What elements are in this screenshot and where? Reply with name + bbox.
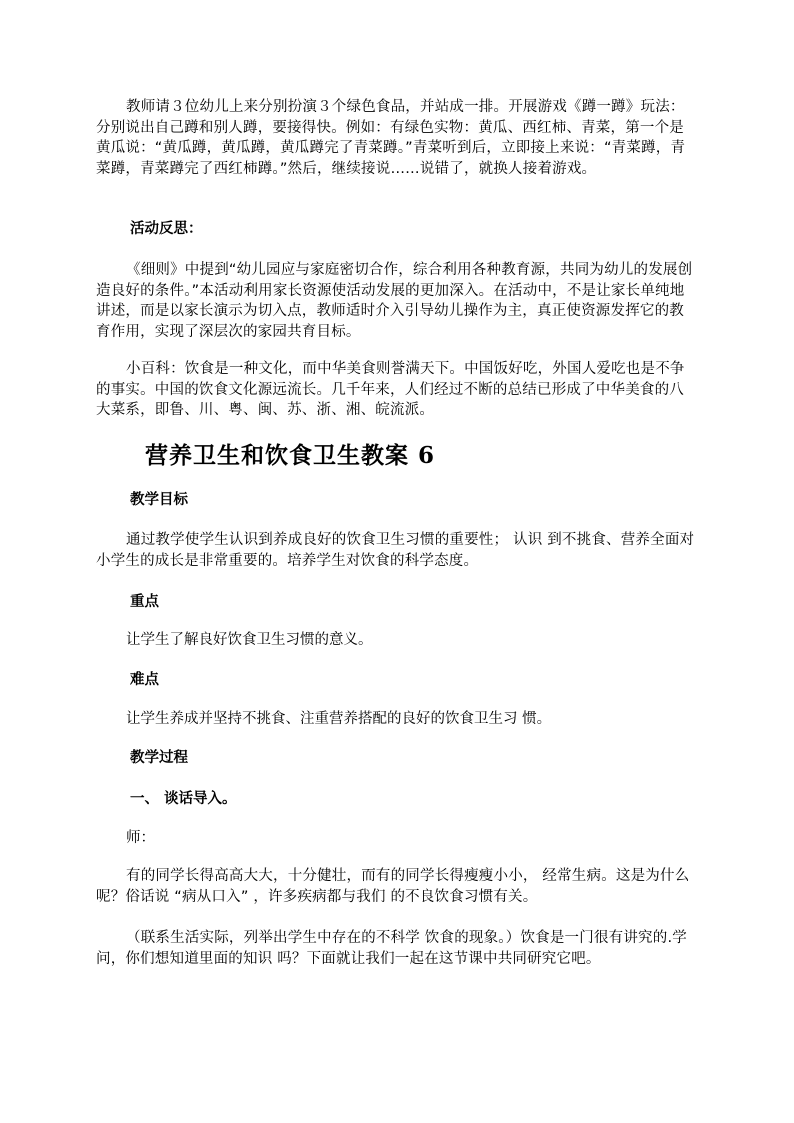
teaching-process-heading: 教学过程 <box>130 750 188 766</box>
teacher-label: 师： <box>126 830 155 846</box>
reflection-paragraph: 《细则》中提到“幼儿园应与家庭密切合作，综合利用各种教育源，共同为幼儿的发展创造良好的条件。”本活动利用家长资源使活动发展的更加深入。在活动中，不是让家长单纯地讲述，而是以家长演示为切入点，教师适时介入引导幼儿操作为主，真正使资源发挥它的教育作用，实现了深层次的家园共育目标。 <box>96 262 693 340</box>
key-point-text: 让学生了解良好饮食卫生习惯的意义。 <box>126 632 373 648</box>
teaching-goals-paragraph: 通过教学使学生认识到养成良好的饮食卫生习惯的重要性； 认识 到不挑食、营养全面对小学生的成长是非常重要的。培养学生对饮食的科学态度。 <box>96 532 695 569</box>
game-description-paragraph: 教师请３位幼儿上来分别扮演３个绿色食品，并站成一排。开展游戏《蹲一蹲》玩法：分别说出自己蹲和别人蹲，要接得快。例如：有绿色实物：黄瓜、西红柿、青菜，第一个是黄瓜说：“黄瓜蹲，黄瓜蹲，黄瓜蹲完了青菜蹲。”青菜听到后，立即接上来说：“青菜蹲，青菜蹲，青菜蹲完了西红柿蹲。”然后，继续接说……说错了，就换人接着游戏。 <box>96 99 686 177</box>
lesson-plan-title: 营养卫生和饮食卫生教案 6 <box>145 442 436 469</box>
intro-talk-paragraph: 有的同学长得高高大大，十分健壮，而有的同学长得瘦瘦小小， 经常生病。这是为什么呢？俗话说 “病从口入” ，许多疾病都与我们 的不良饮食习惯有关。 <box>96 868 690 905</box>
teaching-goals-heading: 教学目标 <box>130 492 188 508</box>
activity-reflection-heading: 活动反思： <box>130 221 203 237</box>
encyclopedia-paragraph: 小百科：饮食是一种文化，而中华美食则誉满天下。中国饭好吃，外国人爱吃也是不争的事实。中国的饮食文化源远流长。几千年来，人们经过不断的总结已形成了中华美食的八大菜系，即鲁、川、粤、闽、苏、浙、湘、皖流派。 <box>96 361 685 418</box>
difficulty-heading: 难点 <box>130 672 159 688</box>
intro-step-heading: 一、 谈话导入。 <box>130 791 237 807</box>
real-life-paragraph: （联系生活实际，列举出学生中存在的不科学 饮食的现象。）饮食是一门很有讲究的.学问，你们想知道里面的知识 吗？下面就让我们一起在这节课中共同研究它吧。 <box>96 930 687 967</box>
key-point-heading: 重点 <box>130 594 159 610</box>
difficulty-text: 让学生养成并坚持不挑食、注重营养搭配的良好的饮食卫生习 惯。 <box>126 711 552 727</box>
